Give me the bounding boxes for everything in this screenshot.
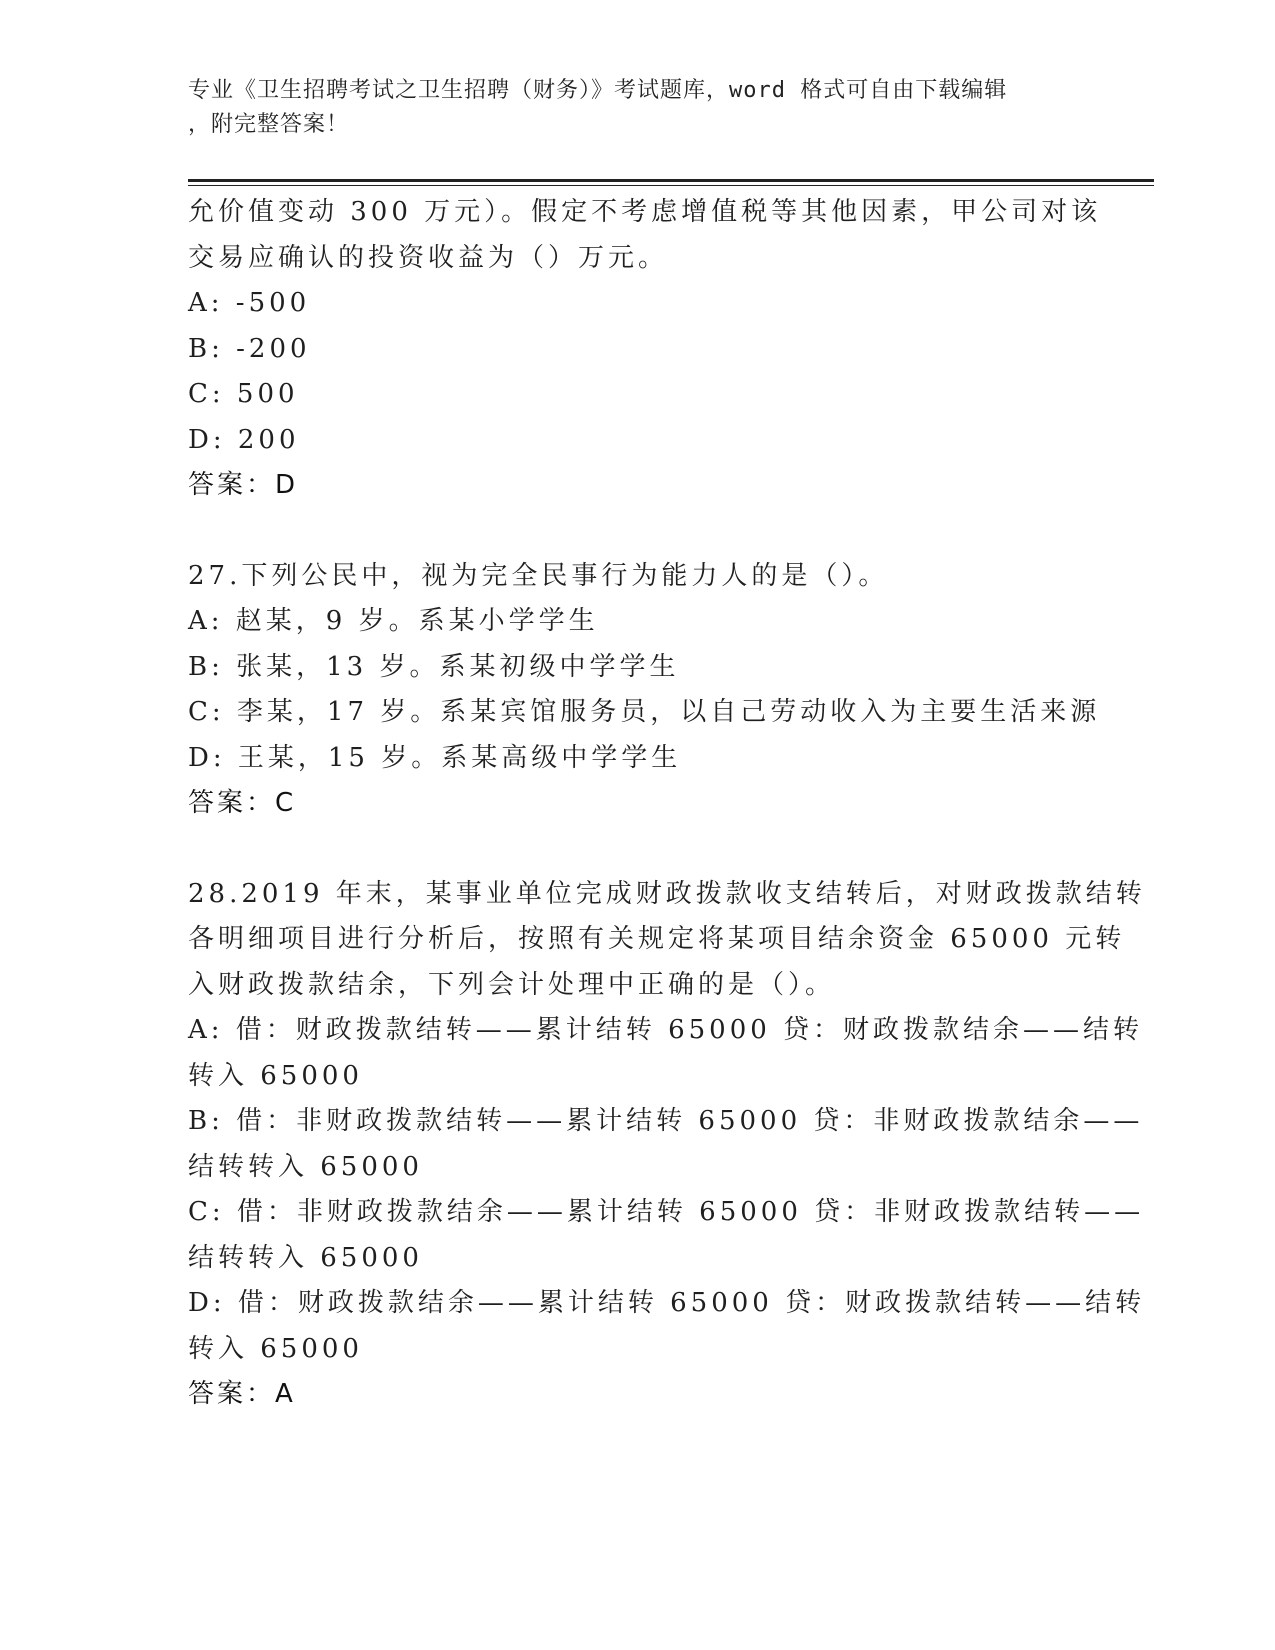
answer: 答案：C [188,788,297,818]
option-a: A: 借：财政拨款结转——累计结转 65000 贷：财政拨款结余——结转 [188,1015,1144,1045]
question-spacer [188,827,1108,872]
question-stem: 27.下列公民中，视为完全民事行为能力人的是（）。 [188,560,889,591]
answer: 答案：A [188,1379,296,1409]
option-b: B: 借：非财政拨款结转——累计结转 65000 贷：非财政拨款结余—— [188,1106,1144,1136]
option-a-continued: 转入 65000 [188,1060,363,1091]
question-spacer [188,509,1108,554]
option-c: C: 500 [188,379,299,409]
option-c: C: 李某，17 岁。系某宾馆服务员，以自己劳动收入为主要生活来源 [188,697,1101,727]
option-d: D: 王某，15 岁。系某高级中学学生 [188,742,682,773]
question-content [188,190,1146,1418]
option-c-continued: 结转转入 65000 [188,1242,423,1273]
question-stem-line: 28.2019 年末，某事业单位完成财政拨款收支结转后，对财政拨款结转 [188,878,1146,909]
question-stem-line: 入财政拨款结余，下列会计处理中正确的是（）。 [188,969,836,1000]
question-28 [188,872,1146,1418]
option-a: A: -500 [188,288,311,318]
header-divider [188,179,1154,182]
option-a: A: 赵某，9 岁。系某小学学生 [188,606,599,636]
question-stem-line: 各明细项目进行分析后，按照有关规定将某项目结余资金 65000 元转 [188,924,1126,954]
option-d: D: 200 [188,424,300,455]
header-divider-thin [188,185,1154,186]
option-c: C: 借：非财政拨款结余——累计结转 65000 贷：非财政拨款结转—— [188,1197,1145,1227]
option-b-continued: 结转转入 65000 [188,1151,423,1182]
option-b: B: -200 [188,333,311,364]
option-d-continued: 转入 65000 [188,1333,363,1364]
question-27 [188,554,1108,827]
question-26 [188,190,1108,509]
option-d: D: 借：财政拨款结余——累计结转 65000 贷：财政拨款结转——结转 [188,1288,1146,1318]
header-line-1: 专业《卫生招聘考试之卫生招聘（财务）》考试题库，word 格式可自由下载编辑 [188,78,1008,103]
question-stem-line: 交易应确认的投资收益为（）万元。 [188,242,669,273]
page-header [188,74,1068,142]
answer: 答案：D [188,470,299,500]
header-line-2: ，附完整答案！ [188,112,350,137]
option-b: B: 张某，13 岁。系某初级中学学生 [188,651,680,682]
question-stem-line: 允价值变动 300 万元）。假定不考虑增值税等其他因素，甲公司对该 [188,197,1102,227]
